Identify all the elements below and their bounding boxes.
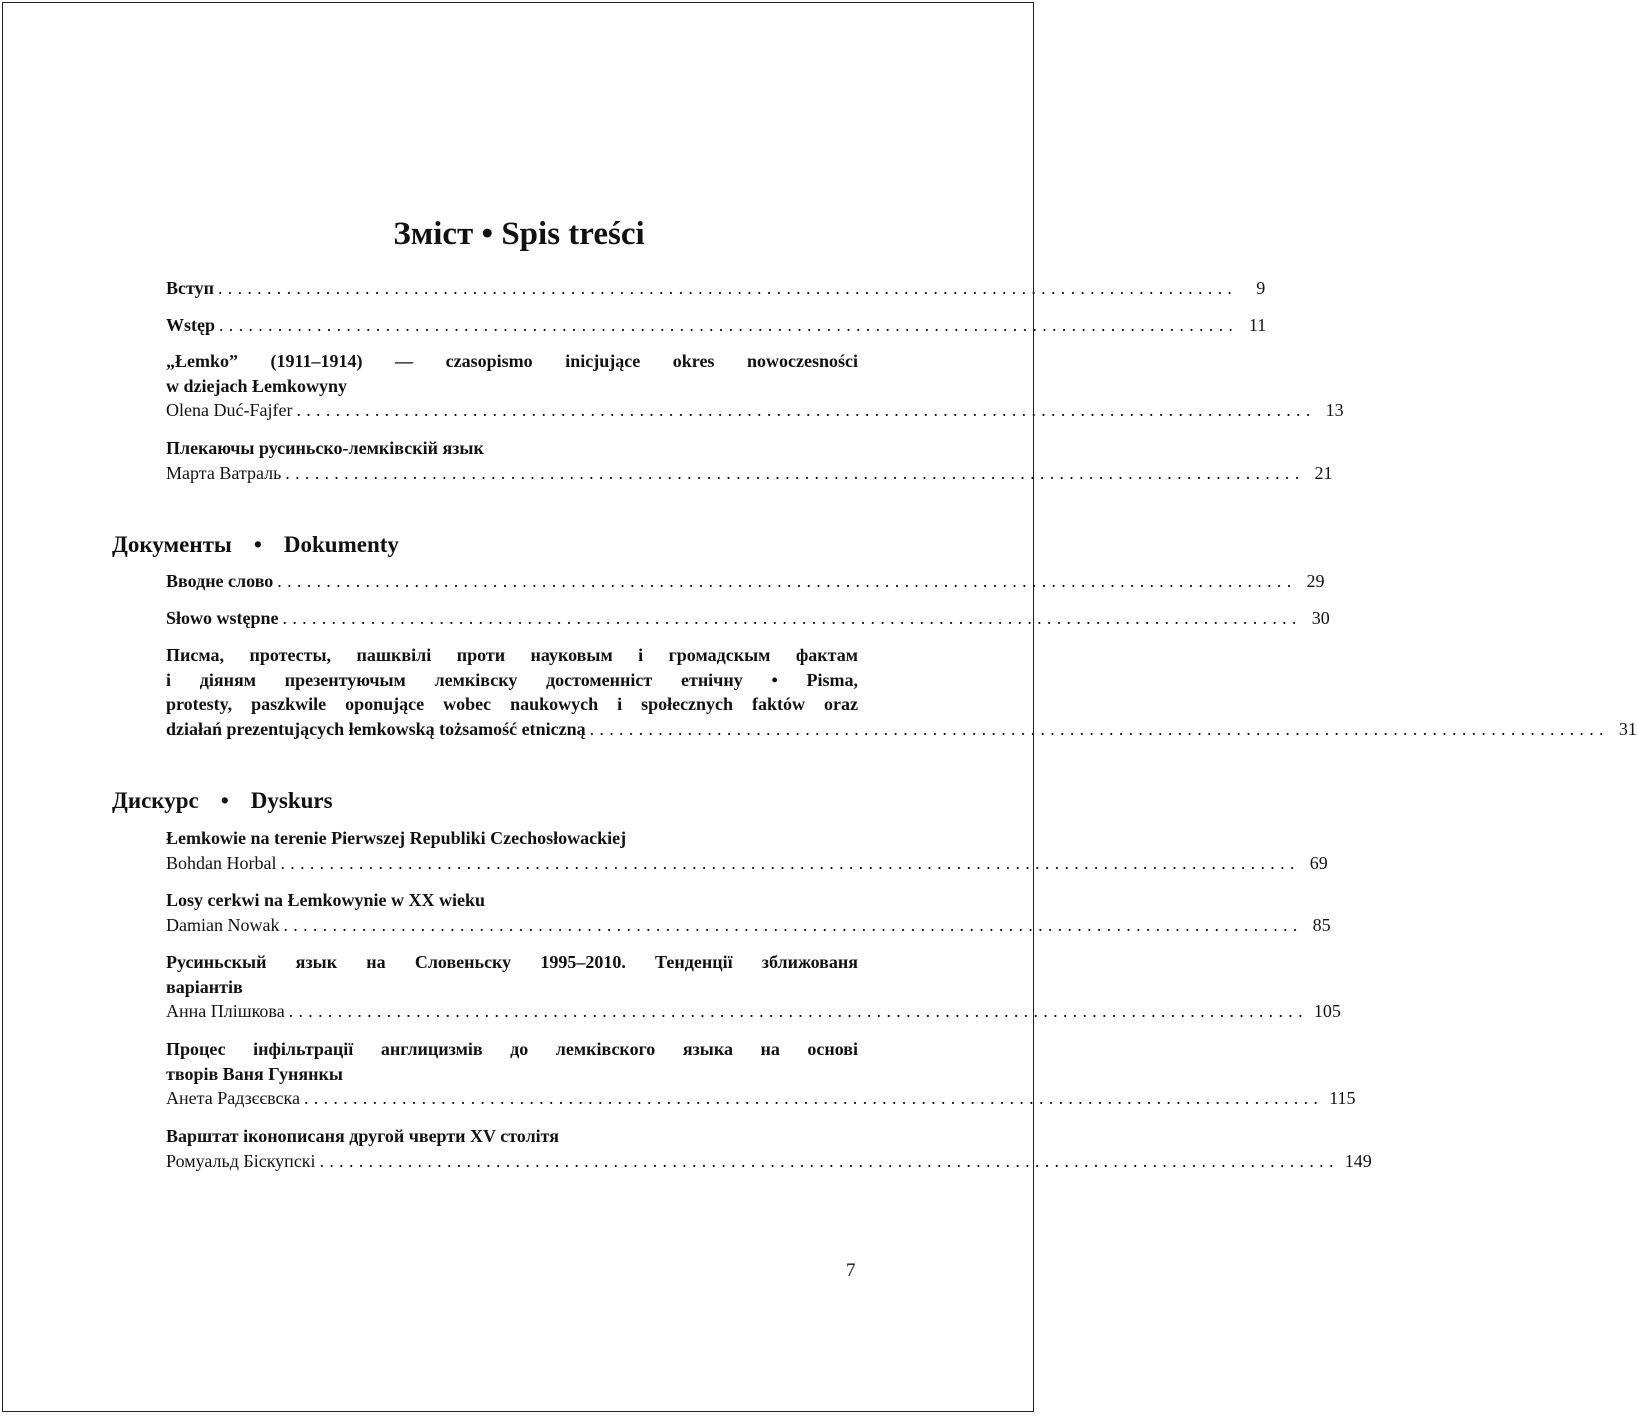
toc-entry-title-line: działań prezentujących łemkowską tożsamość etniczną <box>166 718 586 739</box>
toc-entry-vstup[interactable] <box>166 276 1266 301</box>
toc-entry-title-line: і діяням презентуючым лемківску достоменніст етнічну • Pisma, <box>166 669 858 690</box>
leader-dots: ........................................................................................................ <box>285 462 1305 483</box>
toc-page-number: 29 <box>1306 571 1325 591</box>
toc-entry-wstep[interactable] <box>166 313 1267 338</box>
section-name-pl: Dyskurs <box>250 788 333 813</box>
toc-page-number: 149 <box>1344 1150 1372 1171</box>
leader-dots: ........................................................................................................ <box>282 608 1302 628</box>
leader-dots: ........................................................................................................ <box>280 852 1300 873</box>
toc-entry-lemko[interactable] <box>166 349 1344 423</box>
toc-page-number: 30 <box>1311 608 1330 628</box>
toc-entry-title-line: Losy cerkwi na Łemkowynie w XX wieku <box>166 890 486 910</box>
section-heading-dyskurs <box>112 786 333 816</box>
section-name-uk: Дискурс <box>112 788 199 813</box>
toc-page-number: 69 <box>1309 852 1328 873</box>
toc-entry-title-line: варіантів <box>166 976 243 997</box>
leader-dots: ........................................................................................................ <box>277 571 1297 591</box>
leader-dots: ........................................................................................................ <box>283 914 1303 935</box>
toc-page-number: 13 <box>1325 400 1344 420</box>
toc-entry-author: Анета Радзєєвска <box>166 1088 300 1108</box>
toc-entry-plekajuchy[interactable] <box>166 436 1333 485</box>
leader-dots: ........................................................................................................ <box>217 278 1238 298</box>
toc-entry-title-line: творів Ваня Гунянкы <box>166 1063 343 1084</box>
toc-entry-title-line: Русиньскый язык на Словеньску 1995–2010. Тенденції зближованя <box>166 952 858 972</box>
toc-entry-author: Bohdan Horbal <box>166 852 277 873</box>
toc-entry-slowo-wstepne[interactable] <box>166 606 1330 631</box>
toc-entry-title: Вступ <box>166 278 214 298</box>
bullet-separator: • <box>253 532 262 557</box>
toc-entry-author: Olena Duć-Fajfer <box>166 400 293 420</box>
leader-dots: ........................................................................................................ <box>319 1150 1339 1171</box>
toc-entry-author: Ромуальд Біскупскі <box>166 1150 316 1171</box>
toc-entry-pysma[interactable] <box>166 643 1637 741</box>
toc-entry-losy-cerkwi[interactable] <box>166 888 1331 937</box>
leader-dots: ........................................................................................................ <box>288 1001 1308 1021</box>
leader-dots: ........................................................................................................ <box>296 400 1316 420</box>
toc-entry-title-line: Варштат іконописаня другой чверти XV столітя <box>166 1126 560 1146</box>
toc-entry-varshtat[interactable] <box>166 1124 1372 1173</box>
toc-page-number: 21 <box>1314 462 1333 483</box>
toc-page-number: 9 <box>1256 278 1266 298</box>
toc-page-number: 11 <box>1248 315 1267 335</box>
leader-dots: ........................................................................................................ <box>589 718 1609 739</box>
page-number: 7 <box>846 1260 856 1281</box>
toc-entry-vvodne-slovo[interactable] <box>166 569 1325 594</box>
toc-entry-title-line: Писма, протесты, пашквілі проти науковым і громадскым фактам <box>166 645 858 665</box>
toc-entry-author: Марта Ватраль <box>166 462 282 483</box>
leader-dots: ........................................................................................................ <box>219 315 1239 335</box>
page-title: Зміст • Spis treści <box>393 216 645 252</box>
section-name-pl: Dokumenty <box>283 532 399 557</box>
toc-page-number: 105 <box>1313 1001 1341 1021</box>
bullet-separator: • <box>220 788 229 813</box>
toc-entry-title: Słowo wstępne <box>166 608 279 628</box>
toc-entry-author: Анна Плішкова <box>166 1001 285 1021</box>
toc-entry-title-line: protesty, paszkwile oponujące wobec naukowych i społecznych faktów oraz <box>166 694 858 714</box>
toc-page-number: 31 <box>1618 718 1637 739</box>
toc-entry-title-line: Łemkowie na terenie Pierwszej Republiki Czechosłowackiej <box>166 828 627 848</box>
toc-entry-title-line: Плекаючы русиньско-лемківскій язык <box>166 438 484 458</box>
toc-entry-title: Wstęp <box>166 315 215 335</box>
toc-page-number: 85 <box>1312 914 1331 935</box>
toc-entry-author: Damian Nowak <box>166 914 280 935</box>
leader-dots: ........................................................................................................ <box>303 1088 1324 1108</box>
toc-page-number: 115 <box>1329 1088 1356 1108</box>
toc-entry-title-line: w dziejach Łemkowyny <box>166 375 347 396</box>
toc-entry-rusynskyj-jazyk[interactable] <box>166 950 1341 1024</box>
section-name-uk: Документы <box>112 532 232 557</box>
toc-entry-title-line: Процес інфільтрації англицизмів до лемківского языка на основі <box>166 1039 858 1059</box>
toc-entry-title: Вводне слово <box>166 571 274 591</box>
section-heading-dokumenty <box>112 530 399 560</box>
toc-entry-lemkowie[interactable] <box>166 826 1328 875</box>
toc-entry-proces[interactable] <box>166 1037 1356 1111</box>
toc-entry-title-line: „Łemko” (1911–1914) — czasopismo inicjujące okres nowoczesności <box>166 351 858 371</box>
